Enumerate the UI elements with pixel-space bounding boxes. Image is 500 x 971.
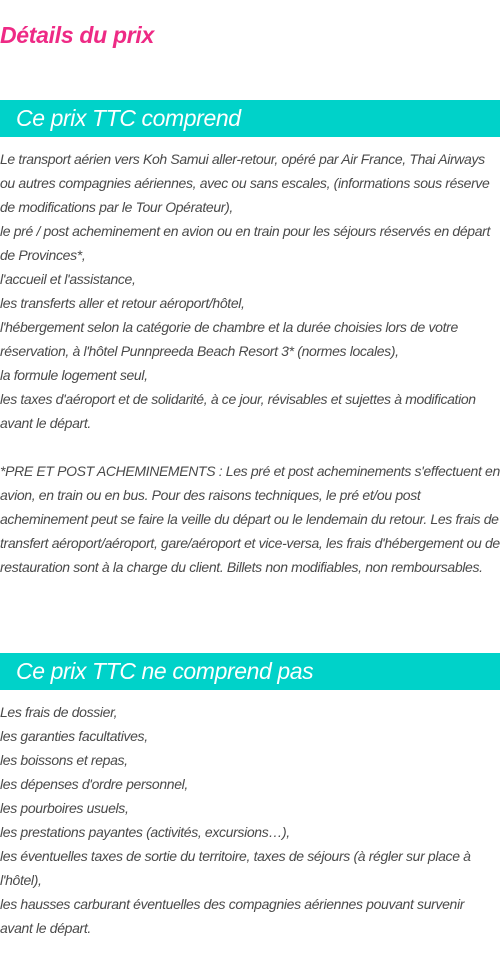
- section-header-included: [0, 100, 500, 137]
- footnote-transfers: [0, 459, 500, 579]
- list-item: les garanties facultatives,: [0, 728, 148, 744]
- page-title: Détails du prix: [0, 22, 154, 48]
- section-header-excluded: [0, 653, 500, 690]
- section-heading-excluded: Ce prix TTC ne comprend pas: [16, 658, 314, 684]
- list-item: les éventuelles taxes de sortie du territoire, taxes de séjours (à régler sur place à l'hôtel),: [0, 848, 471, 888]
- excluded-list: [0, 700, 500, 940]
- list-item: l'hébergement selon la catégorie de chambre et la durée choisies lors de votre réservation, à l'hôtel Punnpreeda Beach Resort 3* (normes locales),: [0, 319, 458, 359]
- list-item: Le transport aérien vers Koh Samui aller-retour, opéré par Air France, Thai Airways ou autres compagnies aériennes, avec ou sans escales, (informations sous réserve de modifications par le Tour Opérateur),: [0, 151, 490, 215]
- list-item: l'accueil et l'assistance,: [0, 271, 136, 287]
- list-item: Les frais de dossier,: [0, 704, 118, 720]
- list-item: les dépenses d'ordre personnel,: [0, 776, 188, 792]
- footnote-text: *PRE ET POST ACHEMINEMENTS : Les pré et post acheminements s'effectuent en avion, en train ou en bus. Pour des raisons techniques, le pré et/ou post acheminement peut se faire la veille du départ ou le lendemain du retour. Les frais de transfert aéroport/aéroport, gare/aéroport et vice-versa, les frais d'hébergement ou de restauration sont à la charge du client. Billets non modifiables, non remboursables.: [0, 463, 500, 575]
- list-item: les transferts aller et retour aéroport/hôtel,: [0, 295, 245, 311]
- list-item: la formule logement seul,: [0, 367, 148, 383]
- list-item: les taxes d'aéroport et de solidarité, à ce jour, révisables et sujettes à modification avant le départ.: [0, 391, 476, 431]
- included-list: [0, 147, 500, 435]
- list-item: les hausses carburant éventuelles des compagnies aériennes pouvant survenir avant le départ.: [0, 896, 465, 936]
- list-item: le pré / post acheminement en avion ou en train pour les séjours réservés en départ de Provinces*,: [0, 223, 491, 263]
- list-item: les prestations payantes (activités, excursions…),: [0, 824, 290, 840]
- section-heading-included: Ce prix TTC comprend: [16, 105, 241, 131]
- list-item: les boissons et repas,: [0, 752, 128, 768]
- list-item: les pourboires usuels,: [0, 800, 129, 816]
